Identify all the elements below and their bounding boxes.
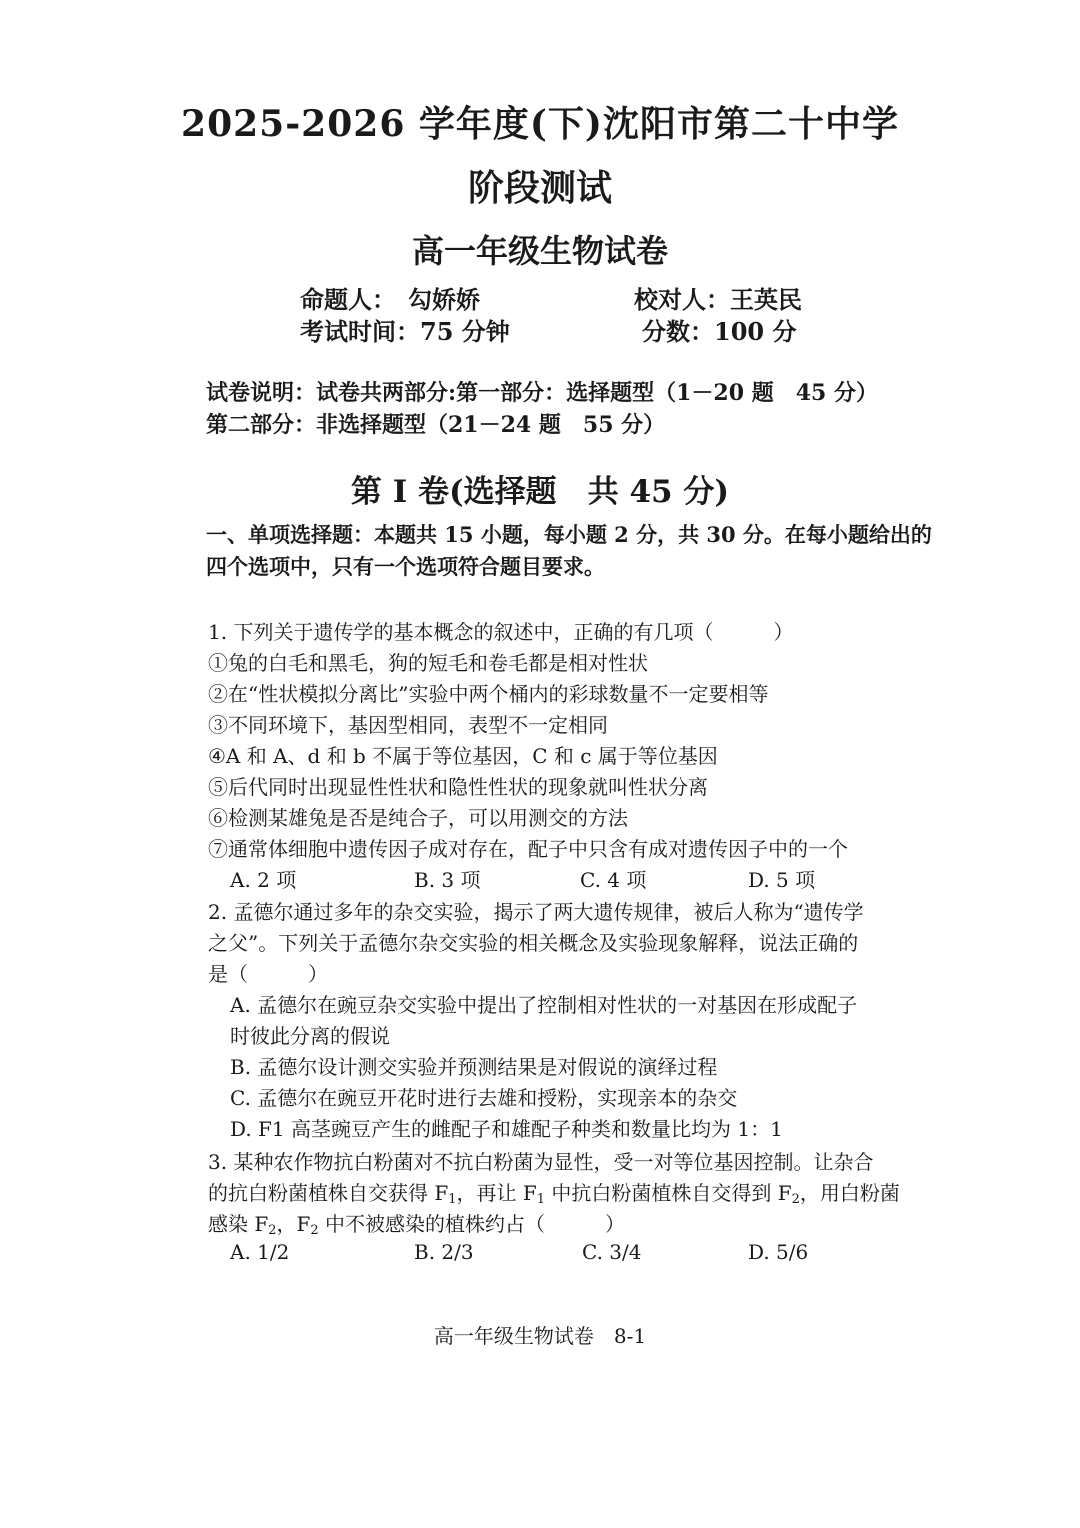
- question-2-option-b: B. 孟德尔设计测交实验并预测结果是对假说的演绎过程: [230, 1055, 718, 1079]
- author-name: 勾娇娇: [408, 285, 480, 314]
- question-3-stem: 感染 $F_2$，$F_2$ 中不被感染的植株约占（ ）: [208, 1212, 626, 1238]
- paper-title: 高一年级生物试卷: [411, 232, 668, 270]
- exam-title: 2025-2026 学年度(下)沈阳市第二十中学: [181, 103, 899, 145]
- question-3-stem: 3. 某种农作物抗白粉菌对不抗白粉菌为显性，受一对等位基因控制。让杂合: [208, 1150, 874, 1174]
- question-1-option-d: D. 5 项: [748, 868, 816, 892]
- question-2-option-c: C. 孟德尔在豌豆开花时进行去雄和授粉，实现亲本的杂交: [230, 1086, 738, 1110]
- question-1-stem: 1. 下列关于遗传学的基本概念的叙述中，正确的有几项（ ）: [208, 620, 794, 644]
- question-1-item: ③不同环境下，基因型相同，表型不一定相同: [208, 713, 608, 737]
- question-1-option-c: C. 4 项: [580, 868, 647, 892]
- section-instruction-line1: 一、单项选择题：本题共 15 小题，每小题 2 分，共 30 分。在每小题给出的: [206, 522, 932, 547]
- question-2-stem: 之父”。下列关于孟德尔杂交实验的相关概念及实验现象解释，说法正确的: [208, 931, 859, 955]
- total-score: 分数：100 分: [642, 317, 797, 346]
- question-3-option-a: A. 1/2: [230, 1240, 290, 1264]
- question-3-option-c: C. 3/4: [582, 1240, 642, 1264]
- question-3-option-d: D. 5/6: [748, 1240, 809, 1264]
- exam-subtitle: 阶段测试: [467, 167, 612, 209]
- section-title: 第 I 卷(选择题 共 45 分): [350, 474, 730, 510]
- question-1-item: ④A 和 A、d 和 b 不属于等位基因，C 和 c 属于等位基因: [208, 744, 718, 768]
- question-2-option-a: A. 孟德尔在豌豆杂交实验中提出了控制相对性状的一对基因在形成配子: [230, 993, 858, 1017]
- paper-note-line1: 试卷说明：试卷共两部分:第一部分：选择题型（1－20 题 45 分）: [206, 380, 878, 406]
- author-label: 命题人：: [300, 285, 396, 314]
- question-1-option-b: B. 3 项: [414, 868, 481, 892]
- section-instruction-line2: 四个选项中，只有一个选项符合题目要求。: [206, 554, 605, 579]
- question-3-stem: 的抗白粉菌植株自交获得 $F_1$，再让 $F_1$ 中抗白粉菌植株自交得到 $F_2$，用白粉菌: [208, 1181, 900, 1207]
- question-3-option-b: B. 2/3: [414, 1240, 474, 1264]
- question-2-option-a-cont: 时彼此分离的假说: [230, 1024, 390, 1048]
- question-1-item: ①兔的白毛和黑毛，狗的短毛和卷毛都是相对性状: [208, 651, 648, 675]
- question-2-stem: 是（ ）: [208, 962, 328, 986]
- question-1-item: ⑦通常体细胞中遗传因子成对存在，配子中只含有成对遗传因子中的一个: [208, 837, 848, 861]
- proofreader: 校对人：王英民: [634, 285, 802, 314]
- question-2-option-d: D. F1 高茎豌豆产生的雌配子和雄配子种类和数量比均为 1：1: [230, 1117, 783, 1141]
- question-1-item: ⑤后代同时出现显性性状和隐性性状的现象就叫性状分离: [208, 775, 708, 799]
- question-1-item: ⑥检测某雄兔是否是纯合子，可以用测交的方法: [208, 806, 628, 830]
- paper-note-line2: 第二部分：非选择题型（21－24 题 55 分）: [206, 412, 666, 438]
- page-footer: 高一年级生物试卷 8-1: [433, 1324, 647, 1348]
- question-2-stem: 2. 孟德尔通过多年的杂交实验，揭示了两大遗传规律，被后人称为“遗传学: [208, 900, 864, 924]
- question-1-option-a: A. 2 项: [230, 868, 297, 892]
- exam-time: 考试时间：75 分钟: [300, 317, 510, 346]
- question-1-item: ②在“性状模拟分离比”实验中两个桶内的彩球数量不一定要相等: [208, 682, 769, 706]
